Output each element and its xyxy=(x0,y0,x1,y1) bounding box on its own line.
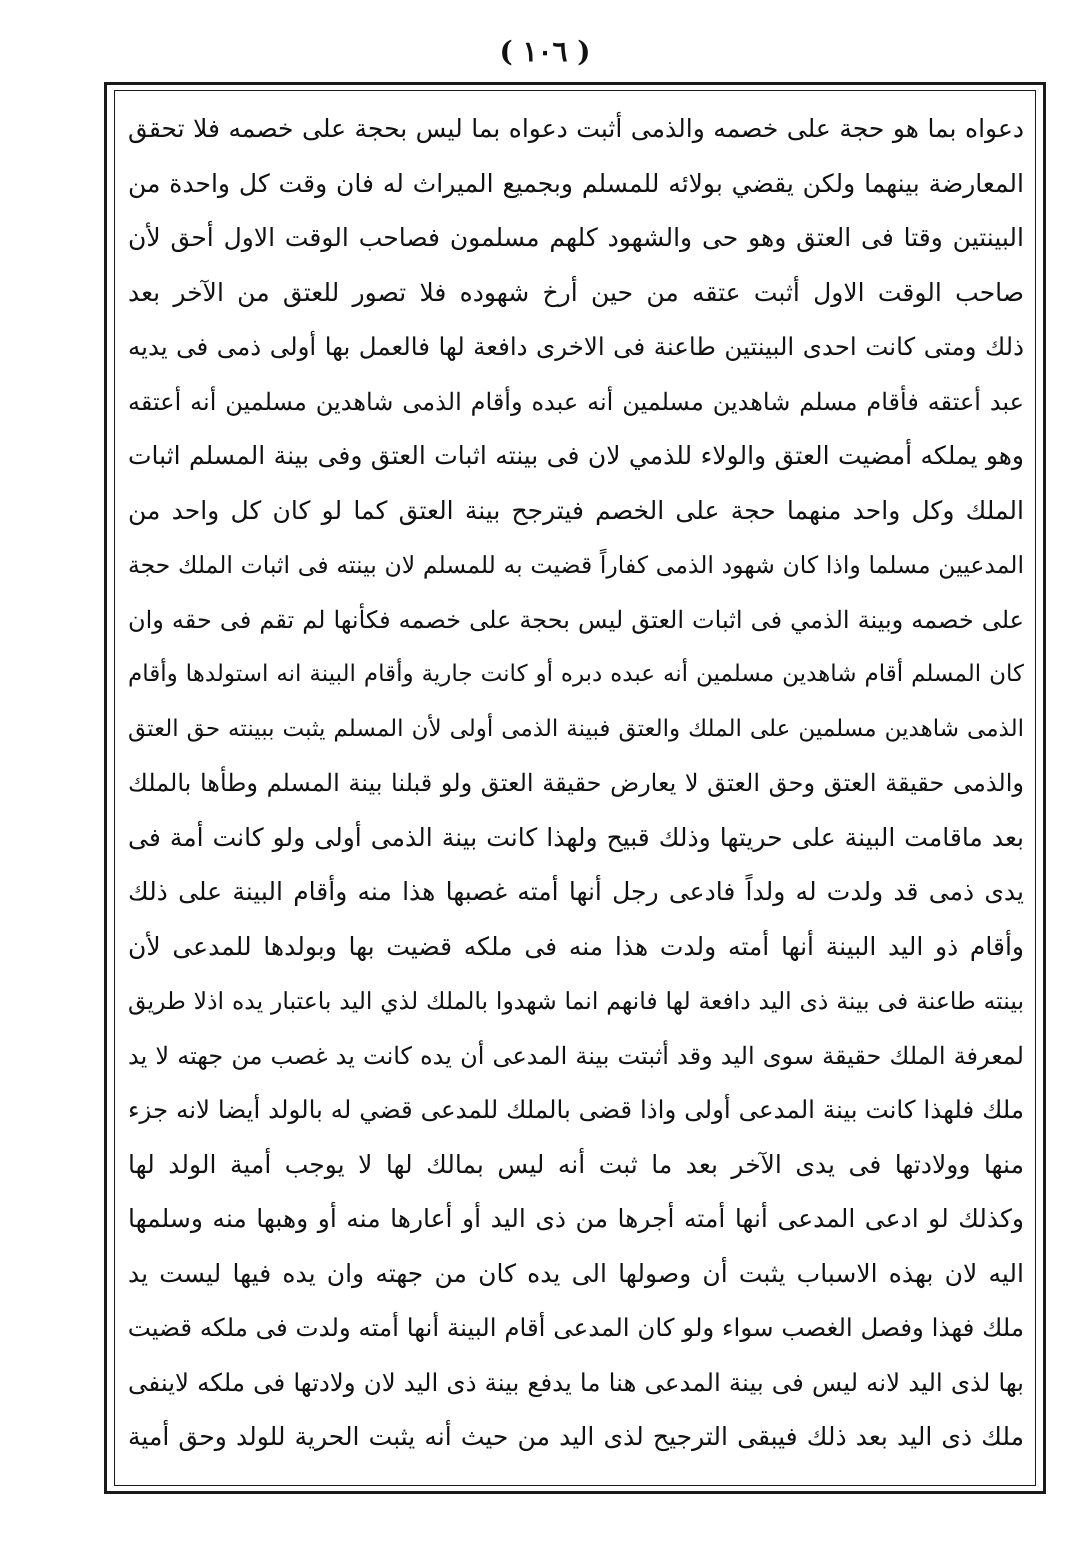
text-line: البينتين وقتا فى العتق وهو حى والشهود كلهم مسلمون فصاحب الوقت الاول أحق لأن xyxy=(128,223,1024,252)
page-number: ( ١٠٦ ) xyxy=(499,35,591,68)
text-line: وهو يملكه أمضيت العتق والولاء للذمي لان فى بينته اثبات العتق وفى بينة المسلم اثبات xyxy=(128,441,1024,470)
text-line: ملك فهذا وفصل الغصب سواء ولو كان المدعى أقام البينة أنها أمته ولدت فى ملكه قضيت xyxy=(128,1313,1024,1342)
text-line: كان المسلم أقام شاهدين مسلمين أنه عبده دبره أو كانت جارية وأقام البينة انه استولدها وأقام xyxy=(128,661,1024,687)
text-line: عبد أعتقه فأقام مسلم شاهدين مسلمين أنه عبده وأقام الذمى شاهدين مسلمين أنه أعتقه xyxy=(128,387,1024,416)
text-line: الملك وكل واحد منهما حجة على الخصم فيترجح بينة العتق كما لو كان كل واحد من xyxy=(128,495,1024,525)
text-line: صاحب الوقت الاول أثبت عتقه من حين أرخ شهوده فلا تصور للعتق من الآخر بعد xyxy=(128,277,1024,307)
text-line: بينته طاعنة فى بينة ذى اليد دافعة لها فانهم انما شهدوا بالملك لذي اليد باعتبار يده اذلا طريق xyxy=(128,987,1024,1015)
text-line: منها وولادتها فى يدى الآخر بعد ما ثبت أنه ليس بمالك لها لا يوجب أمية الولد لها xyxy=(128,1149,1024,1179)
text-line: ملك ذى اليد بعد ذلك فيبقى الترجيح لذى اليد من حيث أنه يثبت الحرية للولد وحق أمية xyxy=(128,1422,1024,1451)
text-line: ملك فلهذا كانت بينة المدعى أولى واذا قضى بالملك للمدعى قضي له بالولد أيضا لانه جزء xyxy=(128,1095,1024,1124)
text-line: ذلك ومتى كانت احدى البينتين طاعنة فى الاخرى دافعة لها فالعمل بها أولى ذمى فى يديه xyxy=(128,332,1024,361)
text-line: يدى ذمى قد ولدت له ولداً فادعى رجل أنها أمته غصبها هذا منه وأقام البينة على ذلك xyxy=(128,877,1024,906)
text-body xyxy=(128,102,1024,1465)
text-line: المعارضة بينهما ولكن يقضي بولائه للمسلم وبجميع الميراث له فان وقت كل واحدة من xyxy=(128,168,1024,198)
text-line: والذمى حقيقة العتق وحق العتق لا يعارض حقيقة العتق ولو قبلنا بينة المسلم وطأها بالملك xyxy=(128,769,1024,797)
text-line: المدعيين مسلما واذا كان شهود الذمى كفاراً قضيت به للمسلم لان بينته فى اثبات الملك حجة xyxy=(128,551,1024,579)
text-line: دعواه بما هو حجة على خصمه والذمى أثبت دعواه بما ليس بحجة على خصمه فلا تحقق xyxy=(128,114,1024,143)
text-line: لمعرفة الملك حقيقة سوى اليد وقد أثبتت بينة المدعى أن يده كانت يد غصب من جهته لا يد xyxy=(128,1041,1024,1070)
text-line: وكذلك لو ادعى المدعى أنها أمته أجرها من ذى اليد أو أعارها منه أو وهبها منه وسلمها xyxy=(128,1204,1024,1233)
text-line: بها لذى اليد لانه ليس فى بينة المدعى هنا ما يدفع بينة ذى اليد لان ولادتها فى ملكه لاينفى xyxy=(128,1367,1024,1397)
text-line: وأقام ذو اليد البينة أنها أمته ولدت هذا منه فى ملكه قضيت بها وبولدها للمدعى لأن xyxy=(128,931,1024,961)
text-line: الذمى شاهدين مسلمين على الملك والعتق فبينة الذمى أولى لأن المسلم يثبت ببينته حق العتق xyxy=(128,715,1024,742)
text-line: على خصمه وبينة الذمي فى اثبات العتق ليس بحجة على خصمه فكأنها لم تقم فى حقه وان xyxy=(128,605,1024,634)
text-line: بعد ماقامت البينة على حريتها وذلك قبيح ولهذا كانت بينة الذمى أولى ولو كانت أمة فى xyxy=(128,822,1024,852)
text-line: اليه لان بهذه الاسباب يثبت أن وصولها الى يده كان من جهته وان يده فيها ليست يد xyxy=(128,1258,1024,1288)
